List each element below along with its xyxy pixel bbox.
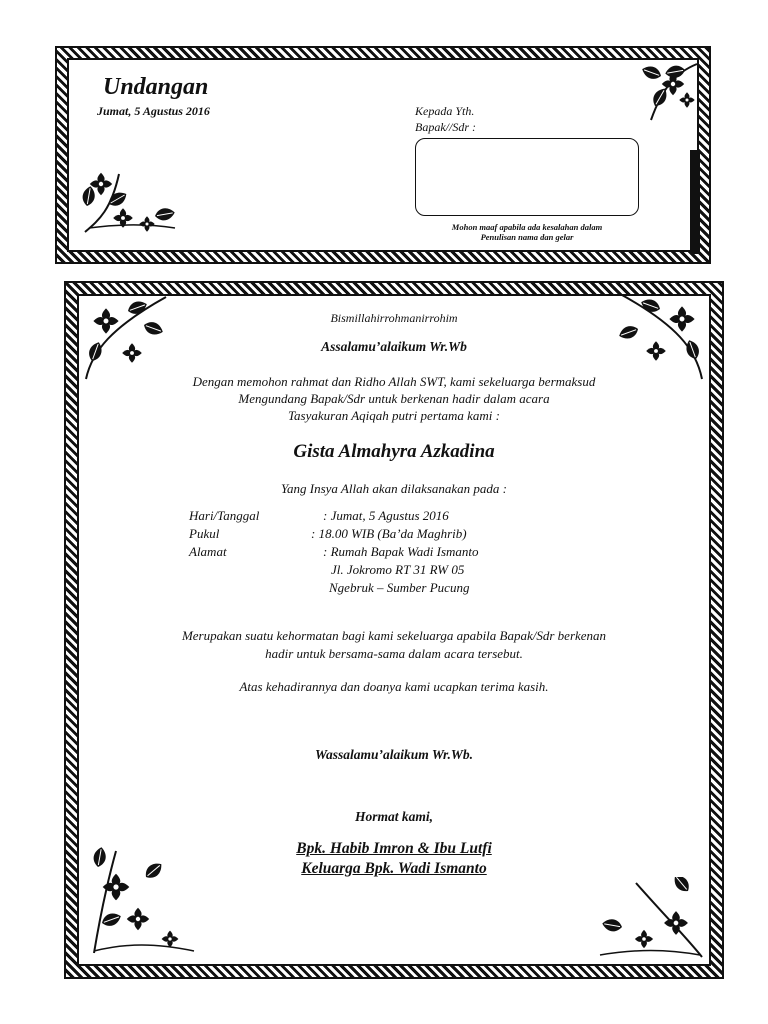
child-name: Gista Almahyra Azkadina — [293, 441, 495, 462]
schedule-intro: Yang Insya Allah akan dilaksanakan pada : — [280, 481, 508, 496]
recipient-title: Bapak//Sdr : — [415, 120, 476, 134]
detail-label: Pukul — [189, 526, 220, 541]
detail-row — [189, 507, 479, 525]
detail-label: Alamat — [189, 544, 227, 559]
closing-line: Merupakan suatu kehormatan bagi kami sekeluarga apabila Bapak/Sdr berkenan — [181, 628, 607, 643]
detail-row — [189, 543, 479, 561]
intro-line: Mengundang Bapak/Sdr untuk berkenan hadir dalam acara — [238, 391, 550, 406]
regards-line: Hormat kami, — [354, 809, 433, 824]
thanks-line: Atas kehadirannya dan doanya kami ucapkan terima kasih. — [239, 679, 549, 694]
opening-greeting: Assalamu’alaikum Wr.Wb — [321, 339, 467, 354]
recipient-label: Kepada Yth. — [415, 104, 475, 118]
envelope-date: Jumat, 5 Agustus 2016 — [97, 104, 210, 118]
intro-line: Dengan memohon rahmat dan Ridho Allah SWT, kami sekeluarga bermaksud — [192, 374, 596, 389]
bismillah-line: Bismillahirrohmanirrohim — [330, 311, 458, 325]
detail-value: : Rumah Bapak Wadi Ismanto — [323, 544, 479, 559]
envelope-card — [55, 46, 711, 264]
floral-ornament-icon — [82, 291, 170, 383]
recipient-name-box[interactable] — [415, 138, 639, 216]
closing-line: hadir untuk bersama-sama dalam acara tersebut. — [265, 646, 523, 661]
detail-row — [189, 525, 479, 543]
intro-line: Tasyakuran Aqiqah putri pertama kami : — [288, 408, 500, 423]
address-line: Ngebruk – Sumber Pucung — [329, 580, 470, 595]
envelope-title: Undangan — [103, 74, 209, 100]
closing-paragraph — [64, 627, 724, 663]
event-details — [189, 507, 479, 597]
floral-ornament-icon — [637, 62, 699, 128]
signatory-primary: Bpk. Habib Imron & Ibu Lutfi — [296, 840, 492, 857]
apology-note — [405, 222, 649, 242]
floral-ornament-icon — [596, 877, 706, 961]
floral-ornament-icon — [79, 166, 179, 238]
floral-ornament-icon — [616, 289, 706, 383]
apology-note-line1: Mohon maaf apabila ada kesalahan dalam — [451, 222, 603, 232]
detail-value: : Jumat, 5 Agustus 2016 — [323, 508, 449, 523]
address-line: Jl. Jokromo RT 31 RW 05 — [331, 562, 465, 577]
detail-label: Hari/Tanggal — [189, 508, 260, 523]
detail-value: : 18.00 WIB (Ba’da Maghrib) — [311, 526, 467, 541]
invitation-letter — [64, 281, 724, 979]
apology-note-line2: Penulisan nama dan gelar — [480, 232, 574, 242]
signatory-family: Keluarga Bpk. Wadi Ismanto — [301, 860, 487, 877]
intro-paragraph — [64, 373, 724, 424]
envelope-black-bar — [690, 150, 700, 254]
closing-greeting: Wassalamu’alaikum Wr.Wb. — [315, 747, 473, 762]
